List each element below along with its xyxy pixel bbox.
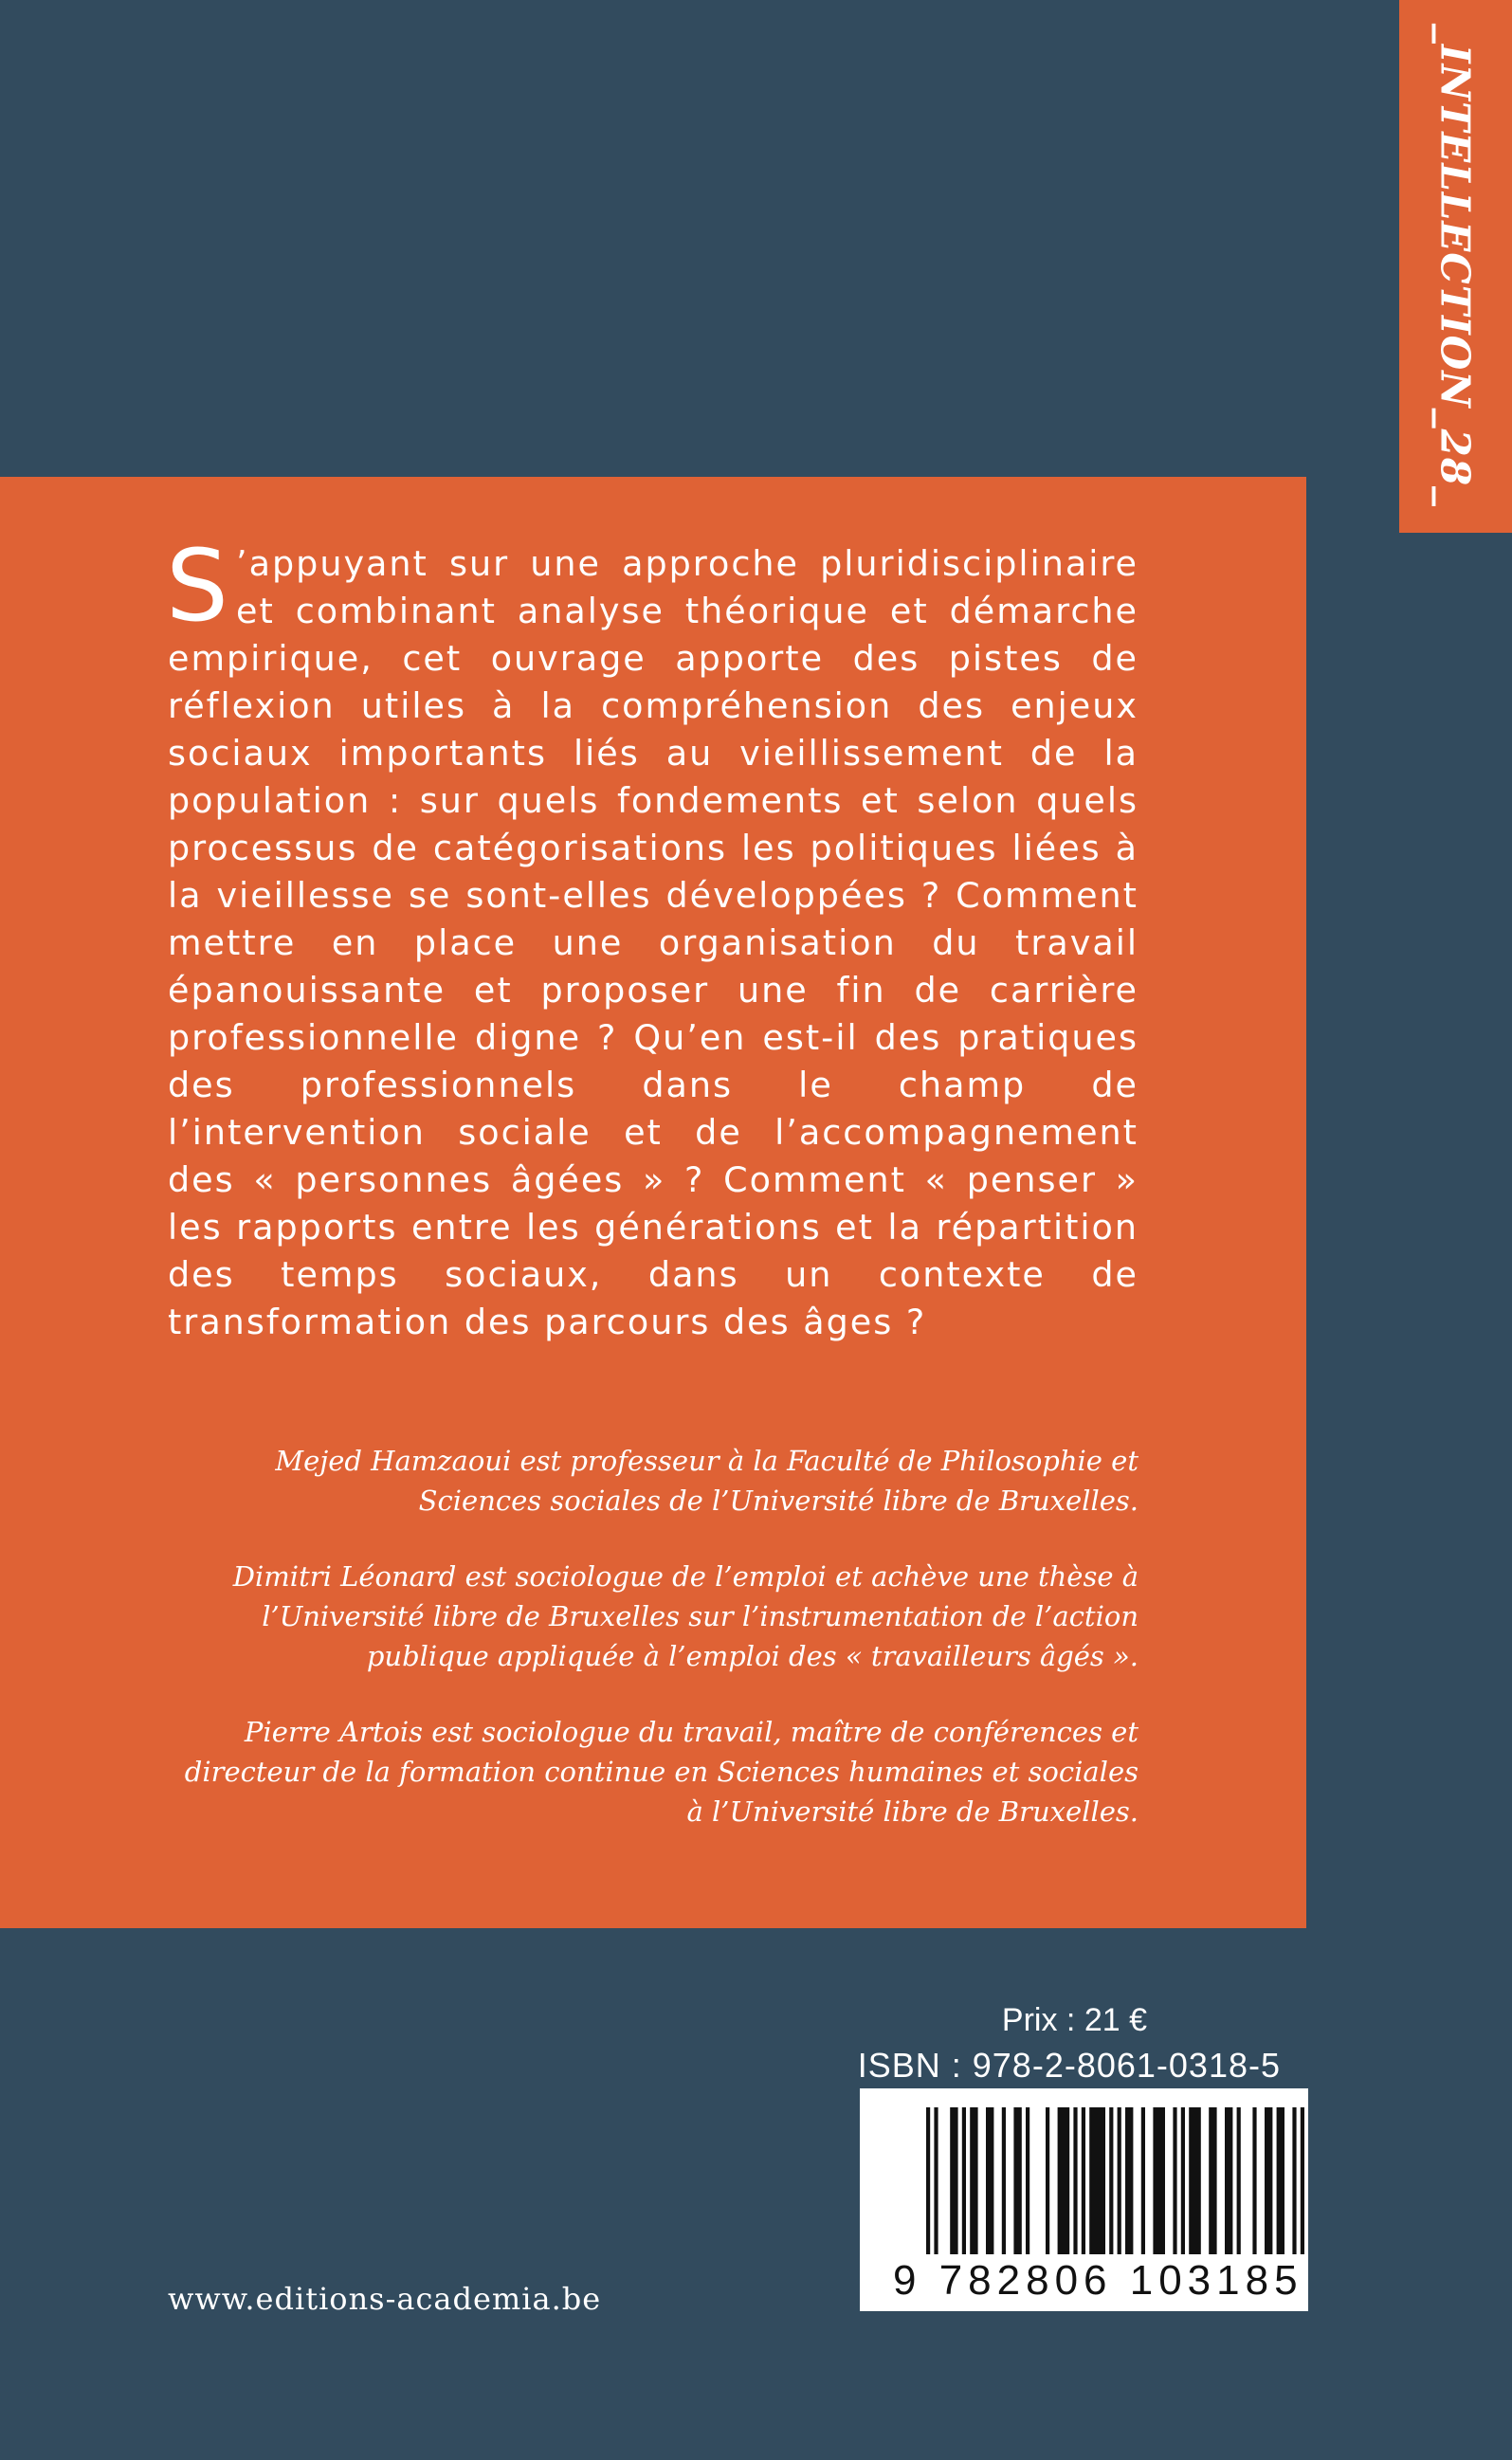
price-label: Prix : 21 € bbox=[1001, 2002, 1147, 2038]
barcode-bar bbox=[1058, 2107, 1070, 2254]
author-bios bbox=[168, 1441, 1139, 1868]
barcode-bar bbox=[1141, 2107, 1145, 2254]
barcode-bar bbox=[1125, 2107, 1133, 2254]
series-label: _INTELLECTION_28_ bbox=[1431, 23, 1479, 508]
barcode-bar bbox=[1073, 2107, 1077, 2254]
barcode bbox=[860, 2088, 1308, 2311]
barcode-bar bbox=[970, 2107, 977, 2254]
barcode-bar bbox=[986, 2107, 993, 2254]
barcode-bar bbox=[1153, 2107, 1165, 2254]
barcode-bar bbox=[1209, 2107, 1216, 2254]
author-bio-artois: Pierre Artois est sociologue du travail, maître de conférences et directeur de la formation continue en Sciences humaines et sociales à l’Université libre de Bruxelles. bbox=[184, 1716, 1139, 1828]
barcode-bar bbox=[1026, 2107, 1029, 2254]
barcode-bar bbox=[1181, 2107, 1185, 2254]
barcode-bar bbox=[1118, 2107, 1121, 2254]
barcode-bar bbox=[1002, 2107, 1006, 2254]
barcode-bar bbox=[1301, 2107, 1304, 2254]
barcode-bar bbox=[1109, 2107, 1113, 2254]
barcode-bar bbox=[1252, 2107, 1256, 2254]
barcode-bar bbox=[1173, 2107, 1176, 2254]
blurb-paragraph bbox=[166, 528, 1139, 1346]
barcode-bar bbox=[1046, 2107, 1049, 2254]
barcode-bar bbox=[926, 2107, 930, 2254]
barcode-digits: 9 782806 103185 bbox=[893, 2257, 1303, 2304]
barcode-bar bbox=[1237, 2107, 1241, 2254]
blurb-text: ’appuyant sur une approche pluridisciplinaire et combinant analyse théorique et démarche empirique, cet ouvrage apporte des pistes de réflexion utiles à la compréhension des enjeux sociaux importants liés au vieillissement de la population : sur quels fondements et selon quels processus de catégorisations les politiques liées à la vieillesse se sont-elles développées ? Comment mettre en place une organisation du travail épanouissante et proposer une fin de carrière professionnelle digne ? Qu’en est-il des pratiques des professionnels dans le champ de l’intervention sociale et de l’accompagnement des « personnes âgées » ? Comment « penser » les rapports entre les générations et la répartition des temps sociaux, dans un contexte de transformation des parcours des âges ? bbox=[168, 543, 1139, 1342]
barcode-bar bbox=[934, 2107, 938, 2254]
drop-cap: S bbox=[166, 528, 231, 644]
barcode-bar bbox=[962, 2107, 966, 2254]
author-bio-hamzaoui: Mejed Hamzaoui est professeur à la Faculté de Philosophie et Sciences sociales de l’Université libre de Bruxelles. bbox=[275, 1445, 1139, 1517]
barcode-bar bbox=[1225, 2107, 1232, 2254]
isbn-label: ISBN : 978-2-8061-0318-5 bbox=[857, 2046, 1281, 2085]
barcode-bar bbox=[1265, 2107, 1272, 2254]
author-bio-leonard: Dimitri Léonard est sociologue de l’emploi et achève une thèse à l’Université libre de Bruxelles sur l’instrumentation de l’action publique appliquée à l’emploi des « travailleurs âgés ». bbox=[232, 1560, 1139, 1672]
barcode-bar bbox=[1013, 2107, 1021, 2254]
barcode-bar bbox=[1292, 2107, 1296, 2254]
barcode-bar bbox=[1082, 2107, 1085, 2254]
barcode-bar bbox=[950, 2107, 957, 2254]
barcode-bar bbox=[1277, 2107, 1284, 2254]
barcode-bar bbox=[1189, 2107, 1201, 2254]
barcode-bar bbox=[1089, 2107, 1105, 2254]
publisher-website: www.editions-academia.be bbox=[168, 2281, 602, 2317]
